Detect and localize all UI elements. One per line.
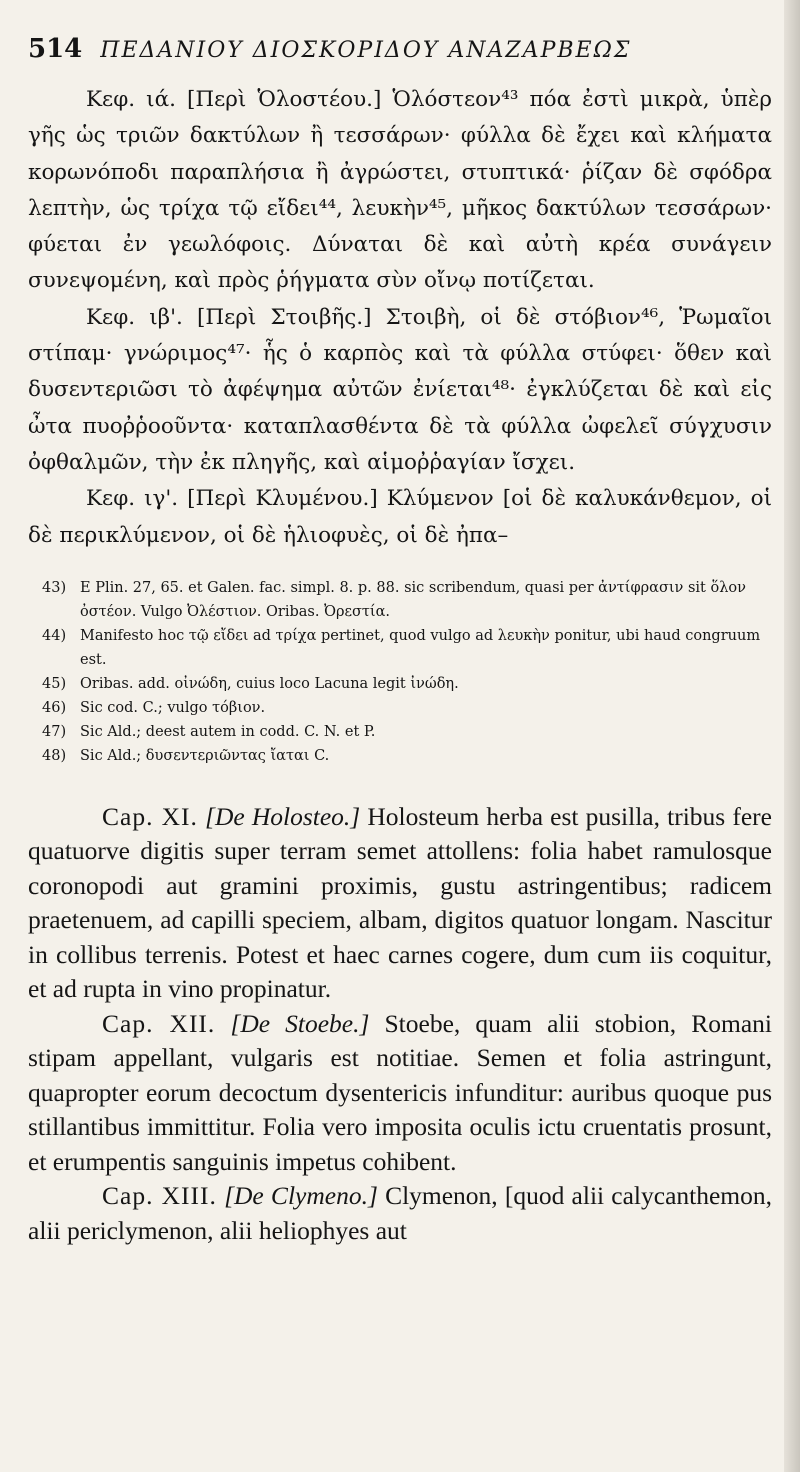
footnote (28, 744, 772, 768)
footnote-number: 48) (42, 747, 67, 764)
footnote-number: 44) (42, 627, 67, 644)
section-gap (28, 768, 772, 800)
latin-text (28, 800, 772, 1249)
greek-paragraph-12: Κεφ. ιβ'. [Περὶ Στοιβῆς.] Στοιβὴ, οἱ δὲ στόβιον⁴⁶, Ῥωμαῖοι στίπαμ· γνώριμος⁴⁷· ἧς ὁ καρπὸς καὶ τὰ φύλλα στύφει· ὅθεν καὶ δυσεντεριῶσι τὸ ἀφέψημα αὐτῶν ἐνίεται⁴⁸· ἐγκλύζεται δὲ καὶ εἰς ὦτα πυοῤῥοοῦντα· καταπλασθέντα δὲ τὰ φύλλα ὠφελεῖ σύγχυσιν ὀφθαλμῶν, τὴν ἐκ πληγῆς, καὶ αἱμοῤῥαγίαν ἴσχει. (28, 304, 772, 475)
chapter-title: [De Stoebe.] (230, 1008, 370, 1038)
footnote (28, 696, 772, 720)
chapter-title: [De Clymeno.] (224, 1181, 378, 1211)
footnote-text: Sic Ald.; δυσεντεριῶντας ἴαται C. (80, 747, 330, 764)
chapter-number: Cap. XI. (102, 801, 198, 831)
chapter-number: Cap. XII. (102, 1008, 216, 1038)
footnote-number: 47) (42, 723, 67, 740)
chapter-title: [De Holosteo.] (205, 801, 361, 831)
greek-paragraph-11: Κεφ. ιά. [Περὶ Ὁλοστέου.] Ὁλόστεον⁴³ πόα ἐστὶ μικρὰ, ὑπὲρ γῆς ὡς τριῶν δακτύλων ἢ τεσσάρων· φύλλα δὲ ἔχει καὶ κλήματα κορωνόποδι παραπλήσια ἢ ἀγρώστει, στυπτικά· ῥίζαν δὲ σφόδρα λεπτὴν, ὡς τρίχα τῷ εἴδει⁴⁴, λευκὴν⁴⁵, μῆκος δακτύλων τεσσάρων· φύεται ἐν γεωλόφοις. Δύναται δὲ καὶ αὐτὴ κρέα συνάγειν συνεψομένη, καὶ πρὸς ῥήγματα σὺν οἴνῳ ποτίζεται. (28, 87, 772, 294)
latin-paragraph-11 (28, 800, 772, 1007)
footnote-text: Sic cod. C.; vulgo τόβιον. (80, 699, 266, 716)
running-title: ΠΕΔΑΝΙΟΥ ΔΙΟΣΚΟΡΙΔΟΥ ΑΝΑΖΑΡΒΕΩΣ (100, 38, 632, 63)
page-body (28, 34, 772, 1248)
footnote (28, 624, 772, 672)
footnote-text: Manifesto hoc τῷ εἴδει ad τρίχα pertinet, quod vulgo ad λευκὴν ponitur, ubi haud congruum est. (80, 627, 761, 668)
footnote-number: 43) (42, 579, 67, 596)
chapter-text: Stoebe, quam alii stobion, Romani stipam appellant, vulgaris est notitiae. Semen et folia astringunt, quapropter eorum decoctum dysentericis infunditur: auribus quoque pus stillantibus immittitur. Folia vero imposita oculis ictu cruentatis prosunt, et erumpentis sanguinis impetus cohibent. (28, 1008, 773, 1176)
footnote (28, 720, 772, 744)
footnote-number: 45) (42, 675, 67, 692)
notes-separator (28, 554, 772, 576)
latin-paragraph-13 (28, 1179, 772, 1248)
footnote-text: Oribas. add. οἰνώδη, cuius loco Lacuna legit ἰνώδη. (80, 675, 459, 692)
page-edge (784, 0, 800, 1472)
running-head (28, 34, 772, 82)
greek-text (28, 82, 772, 554)
footnote-text: E Plin. 27, 65. et Galen. fac. simpl. 8. p. 88. sic scribendum, quasi per ἀντίφρασιν sit ὅλον ὀστέον. Vulgo Ὀλέστιον. Oribas. Ὀρεστία. (80, 579, 746, 620)
footnote-text: Sic Ald.; deest autem in codd. C. N. et P. (80, 723, 376, 740)
footnotes (28, 576, 772, 768)
chapter-number: Cap. XIII. (102, 1181, 217, 1211)
greek-paragraph-13: Κεφ. ιγ'. [Περὶ Κλυμένου.] Κλύμενον [οἱ δὲ καλυκάνθεμον, οἱ δὲ περικλύμενον, οἱ δὲ ἡλιοφυὲς, οἱ δὲ ἠπα– (28, 486, 772, 548)
latin-paragraph-12 (28, 1007, 772, 1180)
chapter-text: Holosteum herba est pusilla, tribus fere quatuorve digitis super terram semet attollens: folia habet ramulosque coronopodi aut gramini proximis, gustu astringentibus; radicem praetenuem, ad capilli speciem, albam, digitos quatuor longam. Nascitur in collibus terrenis. Potest et haec carnes cogere, dum cum iis coquitur, et ad rupta in vino propinatur. (28, 801, 772, 1004)
page-number: 514 (28, 34, 83, 64)
footnote (28, 672, 772, 696)
chapter-text: Clymenon, [quod alii calycanthemon, alii periclymenon, alii heliophyes aut (28, 1181, 773, 1245)
footnote-number: 46) (42, 699, 67, 716)
footnote (28, 576, 772, 624)
